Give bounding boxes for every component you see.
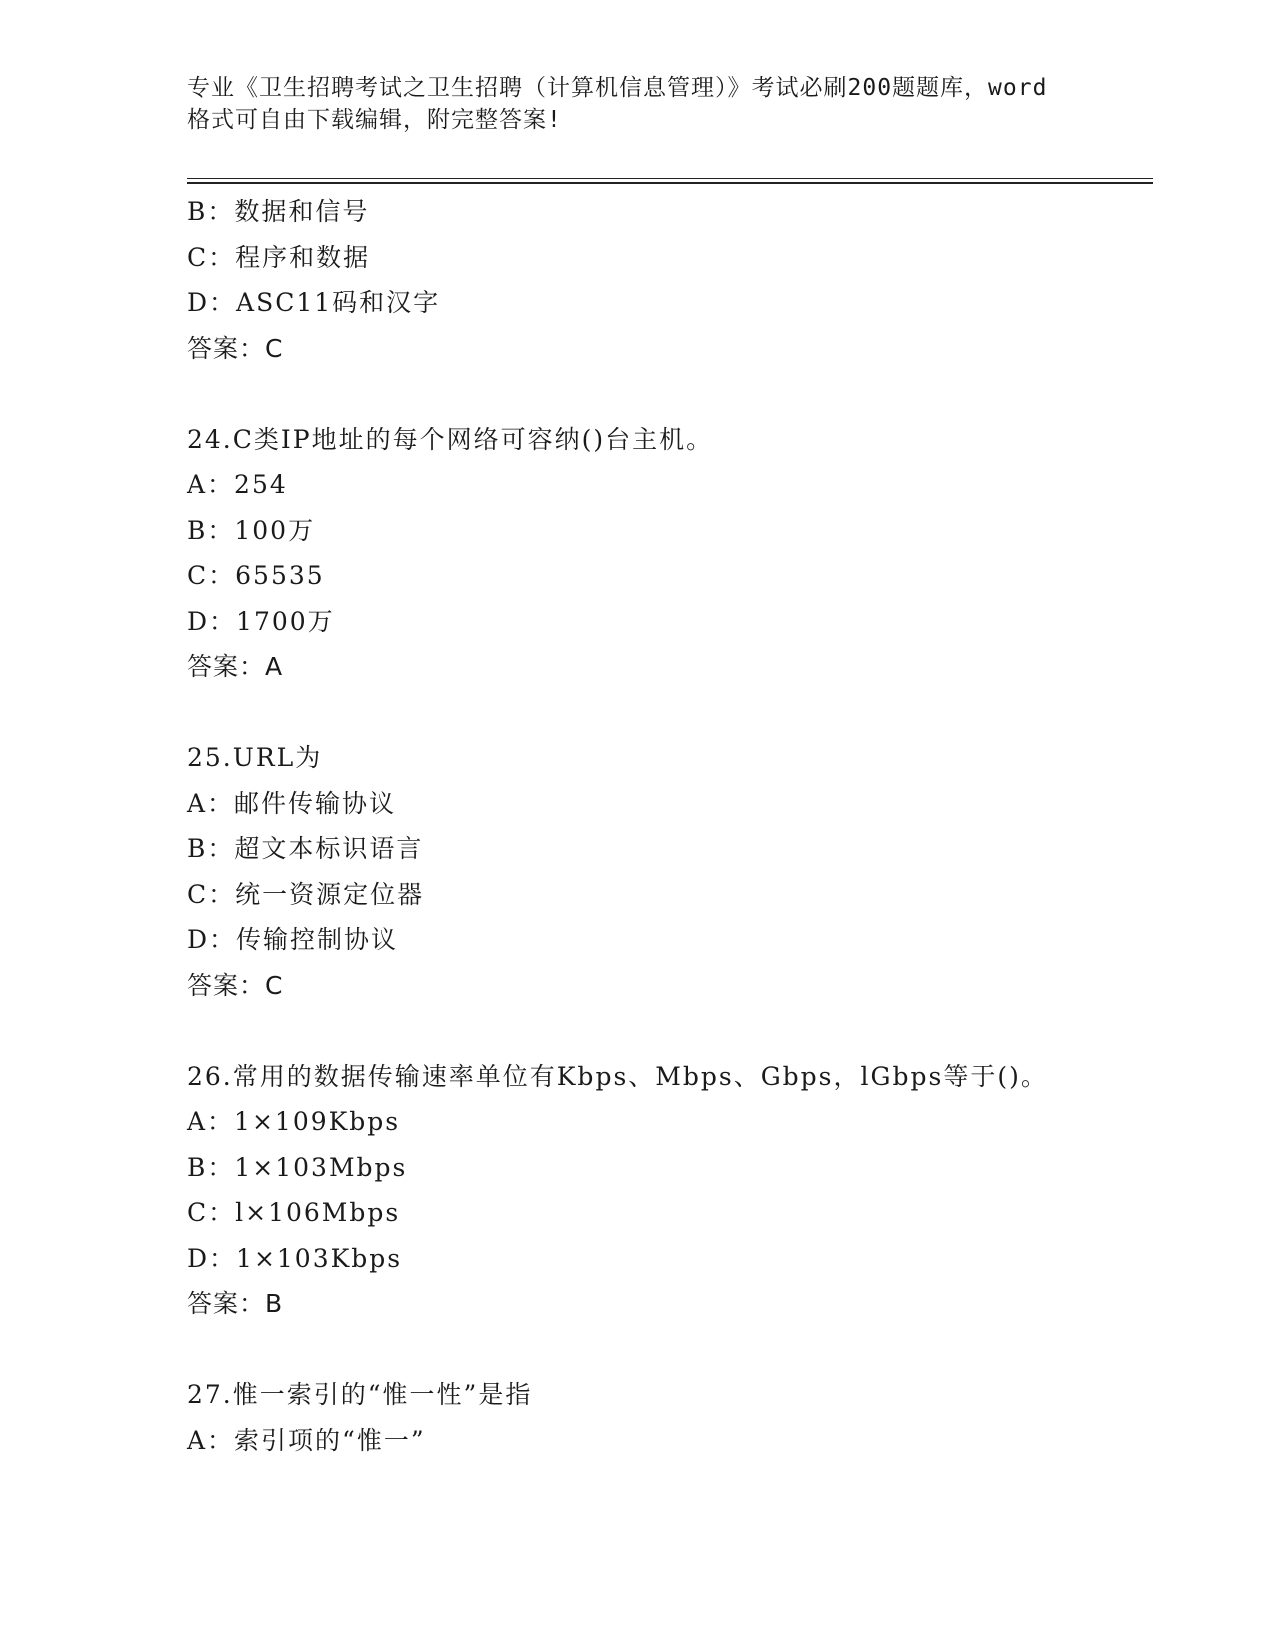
option-text: D：ASC11码和汉字 — [187, 288, 441, 317]
header-divider-thin — [187, 178, 1153, 179]
option-text: D：传输控制协议 — [187, 925, 399, 954]
option-text: B：100万 — [187, 515, 316, 545]
option-text: D：1×103Kbps — [187, 1243, 403, 1273]
answer-text: 答案：A — [187, 652, 284, 681]
option-text: C：65535 — [187, 561, 325, 590]
option-text: B：1×103Mbps — [187, 1152, 408, 1182]
question-text: 25.URL为 — [187, 743, 323, 772]
spacer — [187, 371, 1147, 417]
question-text: 26.常用的数据传输速率单位有Kbps、Mbps、Gbps，lGbps等于()。 — [187, 1061, 1048, 1091]
option-text: A：1×109Kbps — [187, 1107, 401, 1136]
spacer — [187, 690, 1147, 736]
option-text: A：邮件传输协议 — [187, 788, 397, 818]
option-text: B：超文本标识语言 — [187, 834, 424, 863]
option-text: B：数据和信号 — [187, 197, 370, 226]
option-text: A：索引项的“惟一” — [187, 1425, 426, 1455]
header-line-2: 格式可自由下载编辑，附完整答案! — [187, 107, 562, 133]
option-text: D：1700万 — [187, 606, 335, 636]
header-line-1: 专业《卫生招聘考试之卫生招聘（计算机信息管理）》考试必刷200题题库，word — [187, 75, 1048, 101]
option-text: C：程序和数据 — [187, 242, 371, 272]
question-text: 24.C类IP地址的每个网络可容纳()台主机。 — [187, 424, 714, 454]
header-divider-thick — [187, 182, 1153, 184]
option-text: A：254 — [187, 470, 288, 499]
document-header — [187, 72, 1107, 136]
spacer — [187, 1327, 1147, 1373]
option-text: C：l×106Mbps — [187, 1198, 401, 1227]
answer-text: 答案：C — [187, 970, 284, 1000]
question-list — [187, 189, 1147, 1463]
option-text: C：统一资源定位器 — [187, 879, 425, 909]
answer-text: 答案：B — [187, 1289, 284, 1318]
spacer — [187, 1008, 1147, 1054]
answer-text: 答案：C — [187, 333, 284, 363]
question-text: 27.惟一索引的“惟一性”是指 — [187, 1380, 533, 1409]
